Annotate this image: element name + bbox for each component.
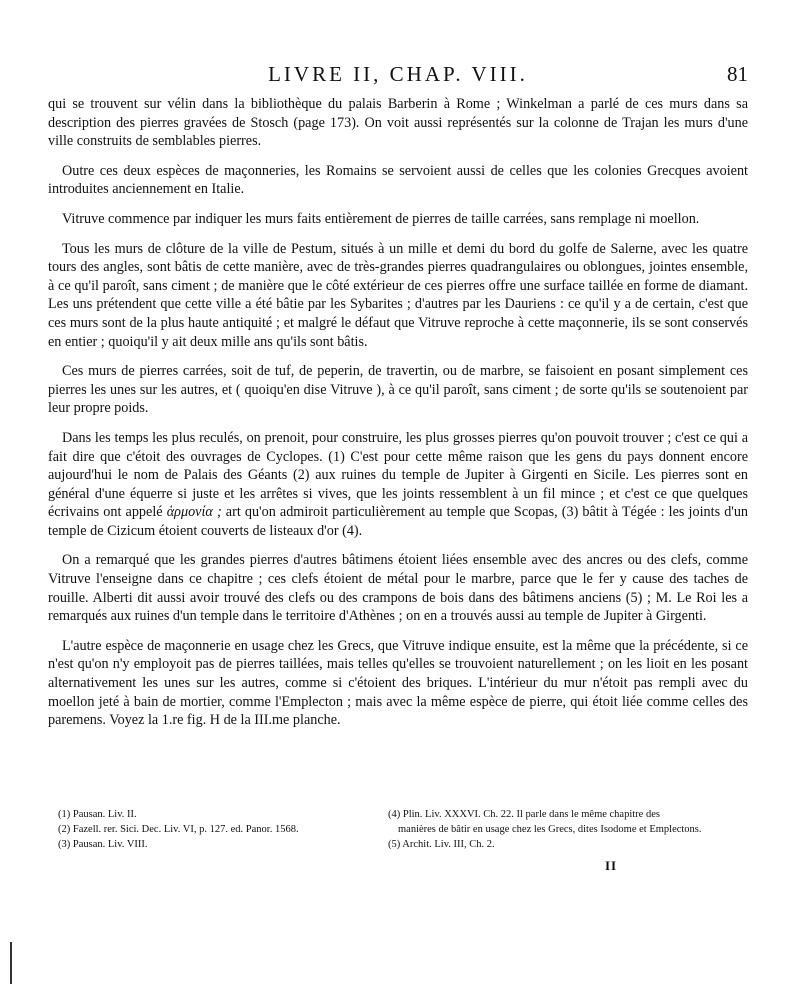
paragraph-8: L'autre espèce de maçonnerie en usage chez les Grecs, que Vitruve indique ensuite, est la même que la précédente, si ce n'est qu'on n'y employoit pas de pierres taillées, mais telles qu'elles se trouvoient naturellement ; on les lioit en les posant alternativement les unes sur les autres, comme si c'étoient des briques. L'intérieur du mur n'étoit pas rempli avec du moellon jeté à bain de mortier, comme l'Emplecton ; mais avec la même espèce de pierre, qui étoit liée comme celles des paremens. Voyez la 1.re fig. H de la III.me planche. bbox=[48, 637, 748, 729]
page-number: 81 bbox=[727, 62, 748, 86]
footnote-3: (3) Pausan. Liv. VIII. bbox=[58, 839, 148, 850]
footnote-2: (2) Fazell. rer. Sici. Dec. Liv. VI, p. 127. ed. Panor. 1568. bbox=[58, 824, 299, 835]
paragraph-3: Vitruve commence par indiquer les murs faits entièrement de pierres de taille carrées, sans remplage ni moellon. bbox=[62, 210, 700, 227]
running-title: LIVRE II, CHAP. VIII. bbox=[268, 62, 528, 86]
running-head bbox=[48, 60, 748, 90]
paragraph-7: On a remarqué que les grandes pierres d'autres bâtimens étoient liées ensemble avec des ancres ou des clefs, comme Vitruve l'enseigne dans ce chapitre ; ces clefs étoient de métal pour le marbre, parce que le fer y cause des taches de rouille. Alberti dit aussi avoir trouvé des clefs ou des crampons de bois dans des bâtimens anciens (5) ; M. Le Roi les a remarqués aux ruines d'un temple dans le territoire d'Athènes ; on en a trouvés aussi au temple de Jupiter à Girgenti. bbox=[48, 552, 748, 625]
paragraph-2: Outre ces deux espèces de maçonneries, les Romains se servoient aussi de celles que les colonies Grecques avoient introduites anciennement en Italie. bbox=[48, 162, 748, 198]
footnote-4: (4) Plin. Liv. XXXVI. Ch. 22. Il parle dans le même chapitre des bbox=[388, 809, 660, 820]
footnotes bbox=[58, 807, 748, 857]
signature-mark: II bbox=[605, 858, 618, 873]
footnote-4-continued: manières de bâtir en usage chez les Grecs, dites Isodome et Emplectons. bbox=[398, 824, 702, 835]
body-text bbox=[48, 95, 748, 741]
footnotes-right-column bbox=[388, 807, 718, 852]
footnote-5: (5) Archit. Liv. III, Ch. 2. bbox=[388, 839, 495, 850]
footnote-1: (1) Pausan. Liv. II. bbox=[58, 809, 137, 820]
greek-word: ἁρμονία ; bbox=[166, 504, 222, 521]
margin-line bbox=[10, 942, 12, 984]
paragraph-4: Tous les murs de clôture de la ville de Pestum, situés à un mille et demi du bord du golfe de Salerne, avec les quatre tours des angles, sont bâtis de cette manière, avec de très-grandes pierres quadrangulaires ou oblongues, jointes ensemble, à ce qu'il paroît, sans ciment ; de manière que le côté extérieur de ces pierres offre une surface taillée en forme de diamant. Les uns prétendent que cette ville a été bâtie par les Sybarites ; d'autres par les Dauriens : ce qu'il y a de certain, c'est que ces murs sont de la plus haute antiquité ; et malgré le défaut que Vitruve reproche à cette maçonnerie, ils se sont conservés en entier ; quoiqu'il y ait deux mille ans qu'ils sont bâtis. bbox=[48, 240, 748, 350]
paragraph-6 bbox=[48, 429, 748, 541]
paragraph-5: Ces murs de pierres carrées, soit de tuf, de peperin, de travertin, ou de marbre, se faisoient en posant simplement ces pierres les unes sur les autres, et ( quoiqu'en dise Vitruve ), à ce qu'il paroît, sans ciment ; de sorte qu'ils se soutenoient par leur propre poids. bbox=[48, 363, 748, 417]
paragraph-1: qui se trouvent sur vélin dans la bibliothèque du palais Barberin à Rome ; Winkelman a parlé de ces murs dans sa description des pierres gravées de Stosch (page 173). On voit aussi représentés sur la colonne de Trajan les murs d'une ville construits de semblables pierres. bbox=[48, 96, 748, 150]
paragraph-6-main: Dans les temps les plus reculés, on prenoit, pour construire, les plus grosses pierres qu'on pouvoit trouver ; c'est ce qui a fait dire que c'étoit des ouvrages de Cyclopes. (1) C'est pour cette même raison que les gens du pays donnent encore aujourd'hui le nom de Palais des Géants (2) aux ruines du temple de Jupiter à Girgenti en Sicile. Les pierres sont en général d'une équerre si juste et les arrêtes si vives, que les joints ressemblent à un fil mince ; et c'est ce que quelques écrivains ont appelé bbox=[48, 429, 748, 521]
footnotes-left-column bbox=[58, 807, 378, 852]
paragraph-6-tail: art qu'on admiroit particulièrement au temple que Scopas, (3) bâtit à Tégée : les joints d'un temple de Cizicum étoient couverts de listeaux d'or (4). bbox=[48, 504, 749, 539]
